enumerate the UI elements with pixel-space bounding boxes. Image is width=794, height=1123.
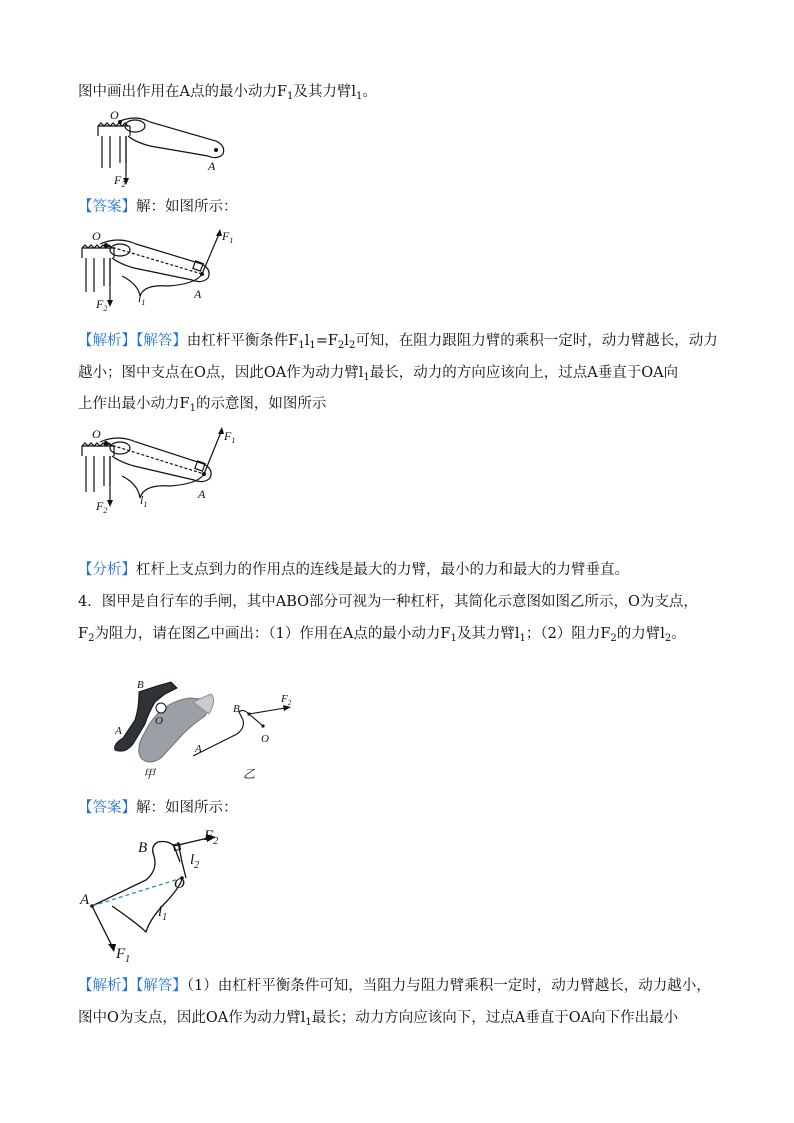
figure-label — [223, 429, 235, 445]
figure-label: l — [140, 493, 144, 507]
figure-label: B — [138, 840, 148, 856]
figure-label: F — [222, 229, 230, 243]
figure-label: l — [138, 291, 142, 305]
question-4-line-2: $F_2$为阻力，请在图乙中画出：（1）作用在A点的最小动力$F_1$及其力臂$l_1$；（2）阻力$F_2$的力臂$l_2$。 — [78, 626, 686, 644]
figure-label: 1 — [125, 954, 131, 962]
figure-label: F — [96, 499, 104, 513]
figure-label — [203, 828, 218, 847]
figure-label: F — [281, 693, 288, 705]
comment-1: 【分析】杠杆上支点到力的作用点的连线是最大的力臂，最小的力和最大的力臂垂直。 — [78, 562, 629, 578]
figure-label: 1 — [229, 236, 234, 245]
analysis-1-line-1: 【解析】【解答】由杠杆平衡条件$F_1l_1=F_2l_2$可知，在阻力跟阻力臂的乘积一定时，动力臂越长，动力 — [78, 333, 718, 351]
figure-label — [221, 229, 233, 245]
label-o: O — [110, 108, 119, 122]
figure-label: 1 — [141, 298, 146, 307]
figure-label: A — [80, 892, 90, 908]
figure-label — [158, 904, 167, 923]
figure-label: O — [174, 876, 185, 892]
figure-label: 2 — [213, 836, 219, 847]
figure-label: O — [92, 427, 101, 441]
figure-label: A — [198, 487, 206, 501]
figure-label: O — [261, 733, 269, 745]
question-4-line-1: 4．图甲是自行车的手闸，其中ABO部分可视为一种杠杆，其简化示意图如图乙所示，O为支点， — [78, 594, 698, 610]
figure-label: F — [114, 173, 122, 187]
figure-label: B — [233, 703, 240, 715]
figure-label: O — [155, 715, 163, 727]
figure-label: O — [92, 229, 101, 243]
label-f2 — [113, 173, 125, 188]
figure-label: 2 — [103, 506, 108, 515]
analysis-2-line-1: 【解析】【解答】（1）由杠杆平衡条件可知，当阻力与阻力臂乘积一定时，动力臂越长，动力越小， — [78, 978, 711, 994]
figure-wrench-question — [90, 108, 235, 188]
figure-label — [280, 693, 292, 707]
figure-label — [115, 946, 130, 962]
analysis-2-line-2: 图中O为支点，因此OA作为动力臂$l_1$最长；动力方向应该向下，过点A垂直于OA向下作出最小 — [78, 1010, 679, 1028]
figure-label — [95, 499, 107, 515]
figure-label: F — [116, 946, 126, 962]
figure-label: 2 — [194, 860, 200, 871]
figure-label: A — [195, 743, 202, 755]
figure-label: A — [194, 287, 202, 301]
figure-label: B — [137, 679, 144, 691]
figure-label: 2 — [287, 699, 292, 707]
question-intro: 图中画出作用在A点的最小动力$F_1$及其力臂$l_1$。 — [78, 84, 377, 102]
figure-label: 2 — [121, 180, 126, 188]
answer-1: 【答案】解：如图所示： — [78, 199, 238, 215]
figure-bike-brake — [105, 672, 305, 782]
figure-label: l — [190, 852, 195, 868]
figure-label — [190, 852, 199, 871]
figure-wrench-answer-1 — [78, 226, 248, 318]
figure-label: 2 — [103, 304, 108, 313]
figure-label: F — [204, 828, 214, 844]
figure-label: A — [115, 725, 122, 737]
figure-label: F — [224, 429, 232, 443]
analysis-1-line-3: 上作出最小动力$F_1$的示意图，如图所示 — [78, 396, 327, 414]
figure-label: 1 — [143, 500, 148, 509]
figure-label: 乙 — [243, 767, 256, 781]
figure-wrench-answer-2 — [78, 422, 248, 517]
figure-label: 1 — [162, 912, 168, 923]
figure-label: l — [158, 904, 163, 920]
figure-label: F — [96, 297, 104, 311]
analysis-1-line-2: 越小；图中支点在O点，因此OA作为动力臂$l_1$最长，动力的方向应该向上，过点A垂直于OA向 — [78, 365, 679, 383]
figure-label — [140, 493, 147, 509]
figure-brake-answer — [78, 822, 238, 962]
figure-label: 甲 — [143, 767, 156, 781]
answer-2: 【答案】解：如图所示： — [78, 800, 238, 816]
figure-label — [95, 297, 107, 313]
label-a: A — [208, 159, 216, 173]
figure-label: 1 — [231, 436, 236, 445]
